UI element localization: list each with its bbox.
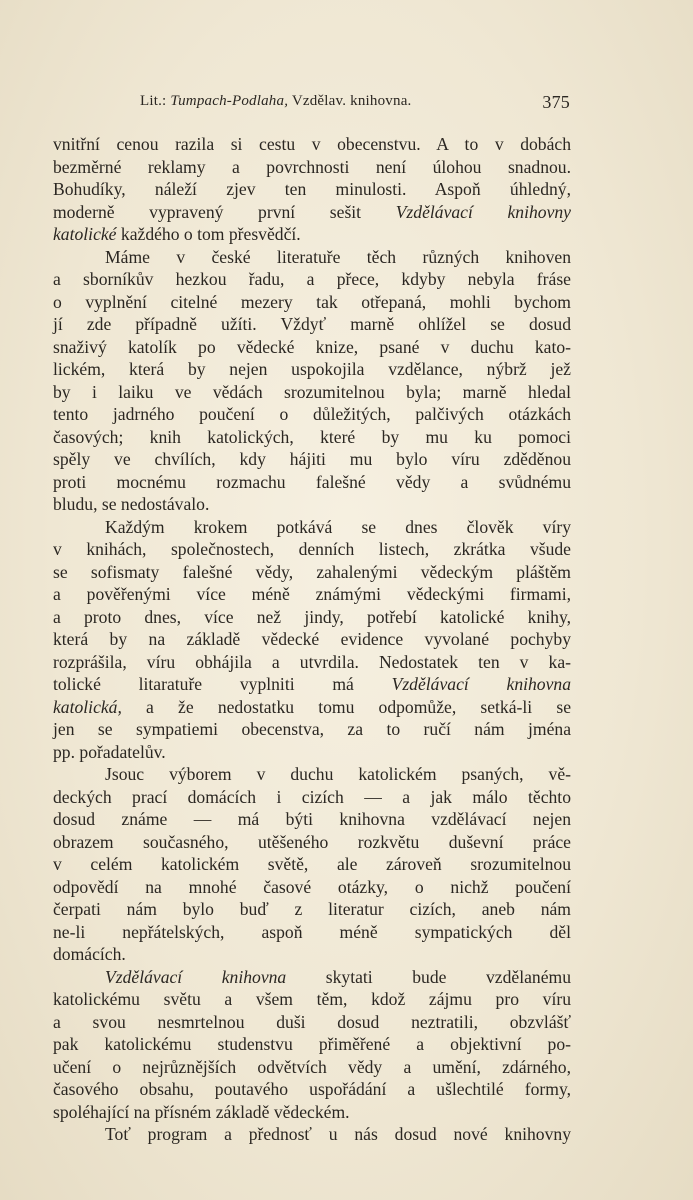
text-run: v knihách, společnostech, denních listech, zkrátka všude — [53, 539, 571, 559]
text-run: spoléhající na přísném základě vědeckém. — [53, 1101, 350, 1122]
text-run: jí zde případně užíti. Vždyť marně ohlížel se dosud — [53, 314, 571, 334]
header-title — [140, 93, 412, 110]
text-run: domácích. — [53, 944, 126, 964]
text-line — [53, 471, 571, 494]
text-run: a sborníkův hezkou řadu, a přece, kdyby nebyla fráse — [53, 269, 571, 289]
text-run: snaživý katolík po vědecké knize, psané v duchu kato- — [53, 336, 571, 357]
text-line — [53, 178, 571, 201]
text-line — [53, 786, 571, 809]
text-line — [53, 1033, 571, 1056]
text-line — [53, 426, 571, 449]
text-run: o vyplnění citelné mezery tak otřepaná, mohli bychom — [53, 291, 571, 312]
text-run: a pověřenými více méně známými vědeckými firmami, — [53, 584, 571, 604]
text-line — [53, 718, 571, 741]
text-run: učení o nejrůznějších odvětvích vědy a umění, zdárného, — [53, 1056, 571, 1077]
text-run: časového obsahu, poutavého uspořádání a ušlechtilé formy, — [53, 1079, 571, 1099]
page-body-text — [53, 133, 571, 1146]
text-line — [53, 808, 571, 831]
text-line — [53, 516, 571, 539]
text-run: bludu, se nedostávalo. — [53, 494, 210, 514]
text-run: rozprášila, víru obhájila a utvrdila. Nedostatek ten v ka- — [53, 651, 571, 672]
text-line — [53, 853, 571, 876]
text-line — [53, 561, 571, 584]
text-run: tento jadrného poučení o důležitých, palčivých otázkách — [53, 404, 571, 424]
italic-text-run: Vzdělávací knihovny — [395, 201, 571, 222]
text-line — [53, 156, 571, 179]
text-line — [53, 606, 571, 629]
text-line — [53, 1123, 571, 1146]
text-line — [53, 943, 571, 966]
text-run: proti mocnému rozmachu falešné vědy a svůdnému — [53, 471, 571, 492]
italic-text-run: Vzdělávací knihovna — [391, 674, 571, 694]
text-run: jen se sympatiemi obecenstva, za to ručí nám jména — [53, 719, 571, 739]
text-line — [53, 313, 571, 336]
text-line — [53, 448, 571, 471]
text-line — [53, 1078, 571, 1101]
text-run: Bohudíky, náleží zjev ten minulosti. Aspoň úhledný, — [53, 179, 571, 199]
text-line — [53, 651, 571, 674]
text-run: vnitřní cenou razila si cestu v obecenstvu. A to v dobách — [53, 134, 571, 154]
text-run: a že nedostatku tomu odpomůže, setká-li se — [121, 696, 571, 717]
italic-text-run: katolická, — [53, 696, 122, 717]
text-run: skytati bude vzdělanému — [286, 966, 571, 987]
text-line — [53, 966, 571, 989]
text-line — [53, 336, 571, 359]
text-run: časových; knih katolických, které by mu ku pomoci — [53, 426, 571, 447]
text-line — [53, 696, 571, 719]
text-line — [53, 898, 571, 921]
text-line — [53, 1101, 571, 1124]
text-run: která by na základě vědecké evidence vyvolané pochyby — [53, 629, 571, 649]
text-run: ne-li nepřátelských, aspoň méně sympatických děl — [53, 921, 571, 942]
text-line — [53, 921, 571, 944]
text-line — [53, 673, 571, 696]
text-line — [53, 538, 571, 561]
text-line — [53, 246, 571, 269]
text-run: pp. pořadatelův. — [53, 741, 166, 762]
text-line — [53, 1011, 571, 1034]
text-line — [53, 741, 571, 764]
text-line — [53, 988, 571, 1011]
text-run: Máme v české literatuře těch různých knihoven — [105, 246, 571, 267]
italic-text-run: katolické — [53, 224, 117, 244]
text-run: každého o tom přesvědčí. — [116, 224, 301, 244]
running-header — [60, 93, 570, 113]
text-run: odpovědí na mnohé časové otázky, o nichž poučení — [53, 876, 571, 897]
text-run: a svou nesmrtelnou duši dosud neztratili, obzvlášť — [53, 1011, 571, 1032]
text-line — [53, 133, 571, 156]
text-run: čerpati nám bylo buď z literatur cizích, aneb nám — [53, 899, 571, 919]
text-run: Jsouc výborem v duchu katolickém psaných, vě- — [105, 764, 571, 784]
header-authors: Tumpach-Podlaha, — [170, 93, 289, 109]
text-run: obrazem současného, utěšeného rozkvětu duševní práce — [53, 831, 571, 852]
text-run: katolickému světu a všem těm, kdož zájmu pro víru — [53, 989, 571, 1009]
text-run: Toť program a přednosť u nás dosud nové knihovny — [105, 1124, 571, 1144]
text-line — [53, 493, 571, 516]
text-line — [53, 763, 571, 786]
text-run: lickém, která by nejen uspokojila vzdělance, nýbrž jež — [53, 359, 571, 379]
page-number: 375 — [542, 92, 570, 112]
text-line — [53, 358, 571, 381]
text-line — [53, 291, 571, 314]
text-run: v celém katolickém světě, ale zároveň srozumitelnou — [53, 854, 571, 874]
text-line — [53, 876, 571, 899]
text-line — [53, 223, 571, 246]
italic-text-run: Vzdělávací knihovna — [105, 966, 287, 987]
text-run: bezměrné reklamy a povrchnosti není úlohou snadnou. — [53, 156, 571, 177]
text-run: spěly ve chvílích, kdy hájiti mu bylo víru zděděnou — [53, 449, 571, 469]
text-line — [53, 831, 571, 854]
text-run: by i laiku ve vědách srozumitelnou byla; marně hledal — [53, 381, 571, 402]
header-journal: Vzdělav. knihovna. — [288, 93, 412, 109]
text-run: dosud známe — má býti knihovna vzdělávací nejen — [53, 809, 571, 829]
text-line — [53, 268, 571, 291]
text-line — [53, 583, 571, 606]
text-run: deckých prací domácích i cizích — a jak málo těchto — [53, 786, 571, 807]
text-line — [53, 403, 571, 426]
text-run: pak katolickému studenstvu přiměřené a objektivní po- — [53, 1034, 571, 1054]
text-run: a proto dnes, více než jindy, potřebí katolické knihy, — [53, 606, 571, 627]
text-run: tolické litaratuře vyplniti má — [53, 674, 392, 694]
text-line — [53, 201, 571, 224]
text-run: moderně vypravený první sešit — [53, 201, 396, 222]
text-line — [53, 628, 571, 651]
header-prefix: Lit.: — [140, 93, 171, 109]
text-run: Každým krokem potkává se dnes člověk víry — [105, 516, 571, 537]
text-line — [53, 381, 571, 404]
text-run: se sofismaty falešné vědy, zahalenými vědeckým pláštěm — [53, 561, 571, 582]
text-line — [53, 1056, 571, 1079]
